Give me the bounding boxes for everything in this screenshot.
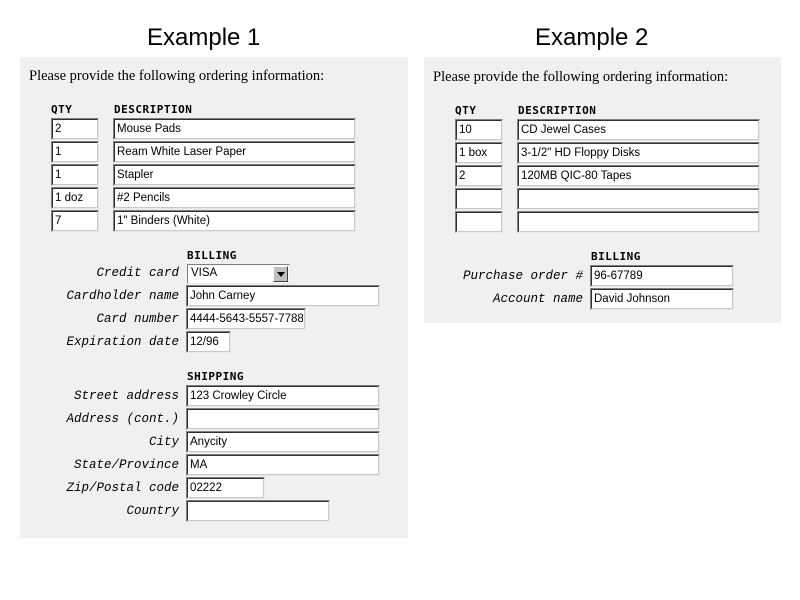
example-2-qty-field-3[interactable] [455, 165, 503, 187]
state-province-label: State/Province [73, 458, 179, 472]
example-1-qty-header: QTY [51, 103, 73, 116]
account-name-field[interactable] [590, 288, 734, 310]
example-1-shipping-header: SHIPPING [187, 370, 244, 383]
example-1-desc-input-2[interactable] [116, 144, 353, 160]
credit-card-selected-value: VISA [191, 267, 218, 279]
credit-card-label: Credit card [96, 266, 179, 280]
purchase-order-field[interactable] [590, 265, 734, 287]
purchase-order-label: Purchase order # [462, 269, 583, 283]
country-label: Country [126, 504, 179, 518]
account-name-label: Account name [492, 292, 583, 306]
example-2-qty-input-5[interactable] [458, 214, 500, 230]
zip-postal-code-field[interactable] [186, 477, 265, 499]
chevron-down-icon [277, 272, 285, 277]
example-1-desc-input-3[interactable] [116, 167, 353, 183]
example-2-qty-field-5[interactable] [455, 211, 503, 233]
example-1-intro-text: Please provide the following ordering information: [29, 68, 325, 84]
example-2-qty-header: QTY [455, 104, 477, 117]
example-1-qty-field-4[interactable] [51, 187, 99, 209]
example-1-desc-input-1[interactable] [116, 121, 353, 137]
example-1-qty-input-3[interactable] [54, 167, 96, 183]
city-field[interactable] [186, 431, 380, 453]
example-2-qty-input-1[interactable] [458, 122, 500, 138]
example-2-desc-field-5[interactable] [517, 211, 760, 233]
country-input[interactable] [189, 503, 327, 519]
street-address-label: Street address [73, 389, 179, 403]
state-province-field[interactable] [186, 454, 380, 476]
cardholder-name-input[interactable] [189, 288, 377, 304]
example-1-desc-field-2[interactable] [113, 141, 356, 163]
example-1-desc-field-1[interactable] [113, 118, 356, 140]
example-1-qty-field-3[interactable] [51, 164, 99, 186]
example-2-desc-input-5[interactable] [520, 214, 757, 230]
example-1-desc-field-3[interactable] [113, 164, 356, 186]
card-number-label: Card number [96, 312, 179, 326]
example-1-billing-header: BILLING [187, 249, 237, 262]
example-1-description-header: DESCRIPTION [114, 103, 193, 116]
zip-postal-code-label: Zip/Postal code [66, 481, 179, 495]
expiration-date-input[interactable] [189, 334, 228, 350]
example-2-qty-field-2[interactable] [455, 142, 503, 164]
example-1-desc-input-5[interactable] [116, 213, 353, 229]
example-2-intro-text: Please provide the following ordering information: [433, 69, 729, 85]
cardholder-name-label: Cardholder name [66, 289, 179, 303]
example-2-desc-field-3[interactable] [517, 165, 760, 187]
example-2-desc-field-4[interactable] [517, 188, 760, 210]
address-cont-label: Address (cont.) [66, 412, 179, 426]
example-2-qty-field-4[interactable] [455, 188, 503, 210]
example-1-qty-field-1[interactable] [51, 118, 99, 140]
example-1-desc-input-4[interactable] [116, 190, 353, 206]
example-2-billing-header: BILLING [591, 250, 641, 263]
cardholder-name-field[interactable] [186, 285, 380, 307]
account-name-input[interactable] [593, 291, 731, 307]
example-1-heading: Example 1 [147, 24, 261, 51]
city-label: City [148, 435, 179, 449]
example-2-desc-field-1[interactable] [517, 119, 760, 141]
example-1-qty-input-2[interactable] [54, 144, 96, 160]
card-number-field[interactable] [186, 308, 306, 330]
example-2-desc-field-2[interactable] [517, 142, 760, 164]
card-number-input[interactable] [189, 311, 303, 327]
country-field[interactable] [186, 500, 330, 522]
purchase-order-input[interactable] [593, 268, 731, 284]
example-1-qty-input-4[interactable] [54, 190, 96, 206]
address-cont-input[interactable] [189, 411, 377, 427]
city-input[interactable] [189, 434, 377, 450]
example-1-qty-input-1[interactable] [54, 121, 96, 137]
example-1-qty-field-2[interactable] [51, 141, 99, 163]
example-2-desc-input-2[interactable] [520, 145, 757, 161]
credit-card-select[interactable] [187, 264, 290, 284]
example-2-heading: Example 2 [535, 24, 649, 51]
zip-postal-code-input[interactable] [189, 480, 262, 496]
example-2-desc-input-3[interactable] [520, 168, 757, 184]
example-2-qty-field-1[interactable] [455, 119, 503, 141]
example-1-desc-field-4[interactable] [113, 187, 356, 209]
example-1-qty-field-5[interactable] [51, 210, 99, 232]
example-2-desc-input-1[interactable] [520, 122, 757, 138]
state-province-input[interactable] [189, 457, 377, 473]
example-2-description-header: DESCRIPTION [518, 104, 597, 117]
example-2-qty-input-2[interactable] [458, 145, 500, 161]
expiration-date-field[interactable] [186, 331, 231, 353]
street-address-field[interactable] [186, 385, 380, 407]
address-cont-field[interactable] [186, 408, 380, 430]
credit-card-dropdown-button[interactable] [273, 266, 288, 282]
example-1-qty-input-5[interactable] [54, 213, 96, 229]
example-1-desc-field-5[interactable] [113, 210, 356, 232]
street-address-input[interactable] [189, 388, 377, 404]
expiration-date-label: Expiration date [66, 335, 179, 349]
example-2-qty-input-3[interactable] [458, 168, 500, 184]
example-2-desc-input-4[interactable] [520, 191, 757, 207]
example-2-qty-input-4[interactable] [458, 191, 500, 207]
